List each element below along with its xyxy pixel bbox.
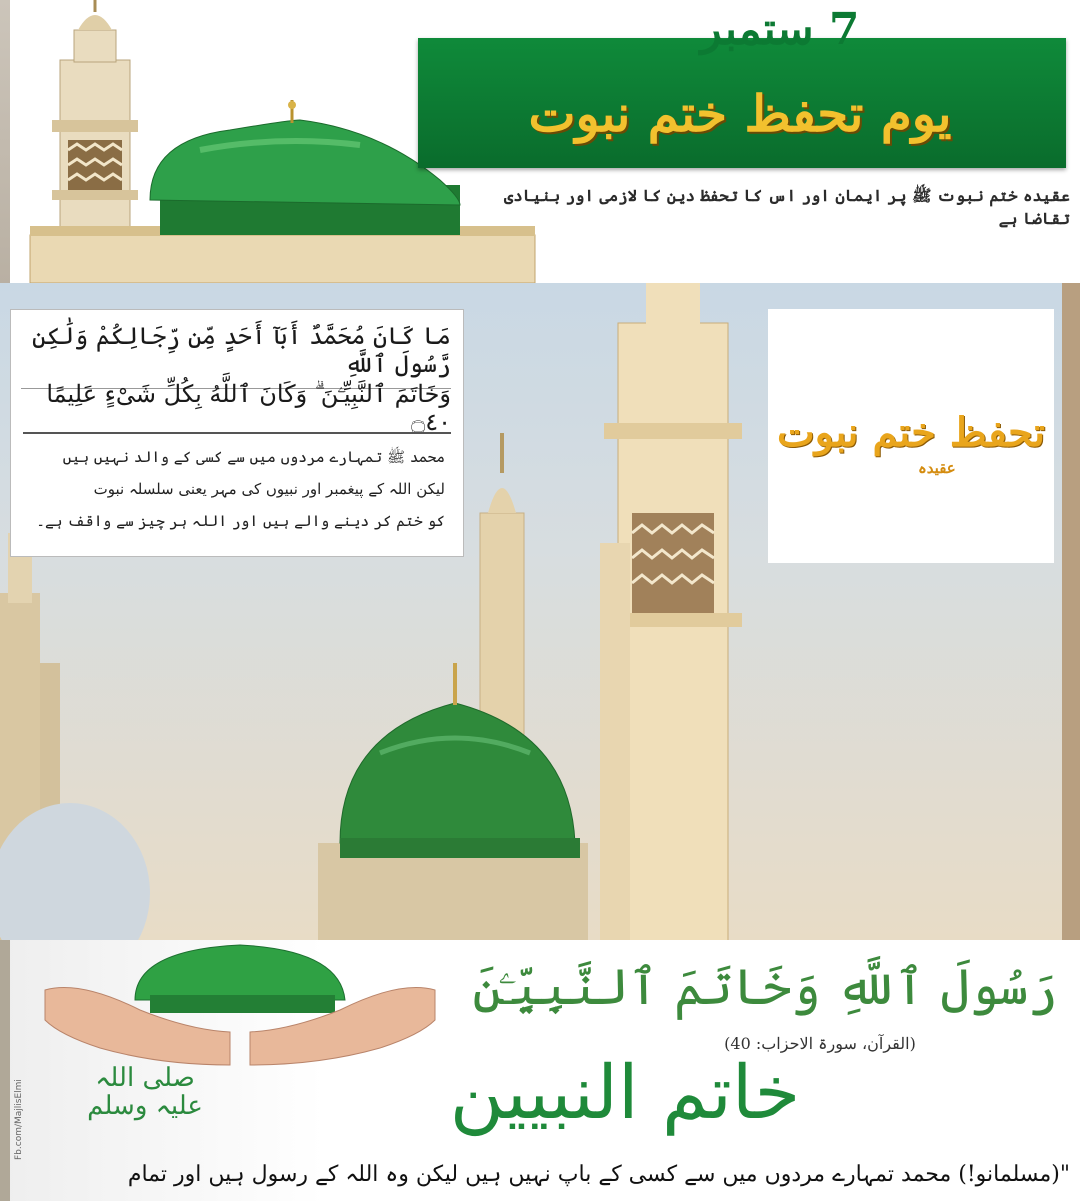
banner-title: یوم تحفظ ختم نبوت — [528, 84, 952, 143]
verse-divider — [23, 432, 451, 434]
top-banner — [0, 0, 1080, 283]
translation-text: "(مسلمانو!) محمد تمہارے مردوں میں سے کسی کے باپ نہیں ہیں لیکن وہ اللہ کے رسول ہیں اور تمام — [127, 1162, 1070, 1187]
logo-title: تحفظ ختم نبوت — [777, 409, 1045, 456]
logo-card — [768, 309, 1054, 563]
left-edge-strip — [0, 940, 10, 1201]
quran-verse-card — [10, 309, 464, 557]
translation-line-3: کو ختم کر دینے والے ہیں اور اللہ ہر چیز سے واقف ہے۔ — [36, 512, 445, 530]
translation-line-2: لیکن اللہ کے پیغمبر اور نبیوں کی مہر یعنی سلسلہ نبوت — [93, 480, 445, 498]
translation-line-1: محمد ﷺ تمہارے مردوں میں سے کسی کے والد نہیں ہیں — [62, 448, 445, 466]
ayah-reference: (القرآن، سورۃ الاحزاب: 40) — [724, 1034, 916, 1053]
logo-subtitle: عقیدہ — [918, 459, 956, 477]
arabic-verse-line-2: وَخَاتَمَ ٱلنَّبِيِّـۧنَ ۗ وَكَانَ ٱللَّهُ بِكُلِّ شَىْءٍ عَلِيمًا ۝٤٠ — [46, 380, 451, 436]
banner-subtitle: عقیدہ ختم نبوت ﷺ پر ایمان اور اس کا تحفظ دین کا لازمی اور بنیادی تقاضا ہے — [503, 186, 1070, 228]
ayah-calligraphy: رَسُولَ ٱللَّهِ وَخَاتَمَ ٱلنَّبِيِّـۧنَ — [472, 958, 1058, 1016]
date-heading: 7 ستمبر — [700, 4, 860, 55]
pbuh-calligraphy: صلی اللہ علیہ وسلم — [87, 1063, 203, 1121]
khatam-un-nabiyyin-calligraphy: خاتم النبیین — [449, 1050, 801, 1136]
bottom-banner — [0, 940, 1080, 1201]
arabic-verse-line-1: مَا كَانَ مُحَمَّدٌ أَبَآ أَحَدٍ مِّن رِّجَالِكُمْ وَلَٰكِن رَّسُولَ ٱللَّهِ — [21, 322, 451, 389]
mosque-photo — [0, 283, 1080, 943]
watermark-text: Fb.com/MajlisElmi — [14, 1079, 24, 1160]
